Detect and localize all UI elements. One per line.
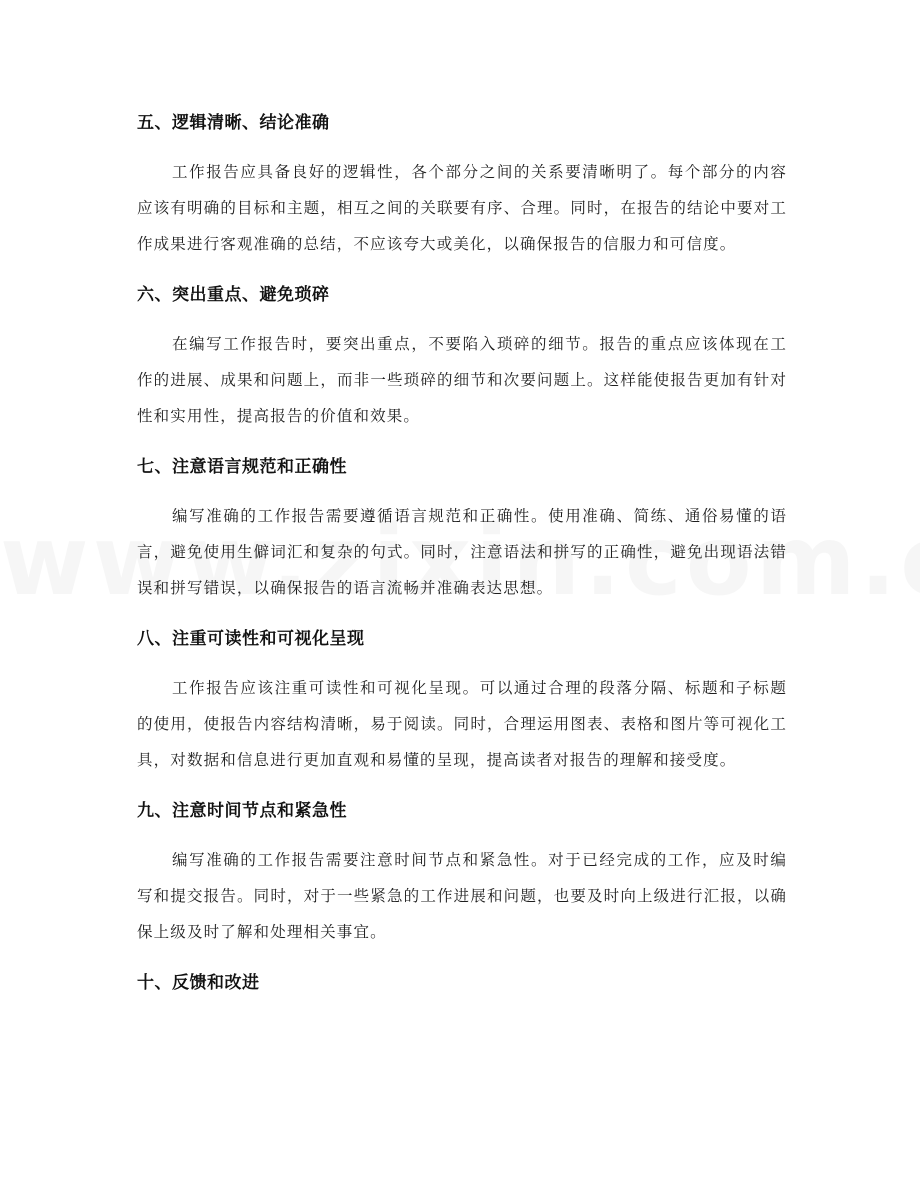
- section-8: [137, 621, 787, 778]
- section-heading: 八、注重可读性和可视化呈现: [137, 629, 365, 649]
- section-9: [137, 793, 787, 950]
- section-heading: 六、突出重点、避免琐碎: [137, 285, 330, 305]
- section-heading: 五、逻辑清晰、结论准确: [137, 113, 330, 133]
- section-10: [137, 965, 787, 1001]
- section-5: [137, 105, 787, 262]
- section-paragraph: 编写准确的工作报告需要遵循语言规范和正确性。使用准确、简练、通俗易懂的语言，避免使用生僻词汇和复杂的句式。同时，注意语法和拼写的正确性，避免出现语法错误和拼写错误，以确保报告的语言流畅并准确表达思想。: [137, 507, 787, 597]
- section-paragraph: 编写准确的工作报告需要注意时间节点和紧急性。对于已经完成的工作，应及时编写和提交报告。同时，对于一些紧急的工作进展和问题，也要及时向上级进行汇报，以确保上级及时了解和处理相关事宜。: [137, 851, 787, 941]
- section-heading: 九、注意时间节点和紧急性: [137, 801, 347, 821]
- section-paragraph: 工作报告应具备良好的逻辑性，各个部分之间的关系要清晰明了。每个部分的内容应该有明确的目标和主题，相互之间的关联要有序、合理。同时，在报告的结论中要对工作成果进行客观准确的总结，不应该夸大或美化，以确保报告的信服力和可信度。: [137, 163, 787, 253]
- section-7: [137, 449, 787, 606]
- section-heading: 七、注意语言规范和正确性: [137, 457, 347, 477]
- section-paragraph: 在编写工作报告时，要突出重点，不要陷入琐碎的细节。报告的重点应该体现在工作的进展、成果和问题上，而非一些琐碎的细节和次要问题上。这样能使报告更加有针对性和实用性，提高报告的价值和效果。: [137, 335, 787, 425]
- section-paragraph: 工作报告应该注重可读性和可视化呈现。可以通过合理的段落分隔、标题和子标题的使用，使报告内容结构清晰，易于阅读。同时，合理运用图表、表格和图片等可视化工具，对数据和信息进行更加直观和易懂的呈现，提高读者对报告的理解和接受度。: [137, 679, 787, 769]
- document-content: [137, 105, 787, 1001]
- section-6: [137, 277, 787, 434]
- section-heading: 十、反馈和改进: [137, 973, 260, 993]
